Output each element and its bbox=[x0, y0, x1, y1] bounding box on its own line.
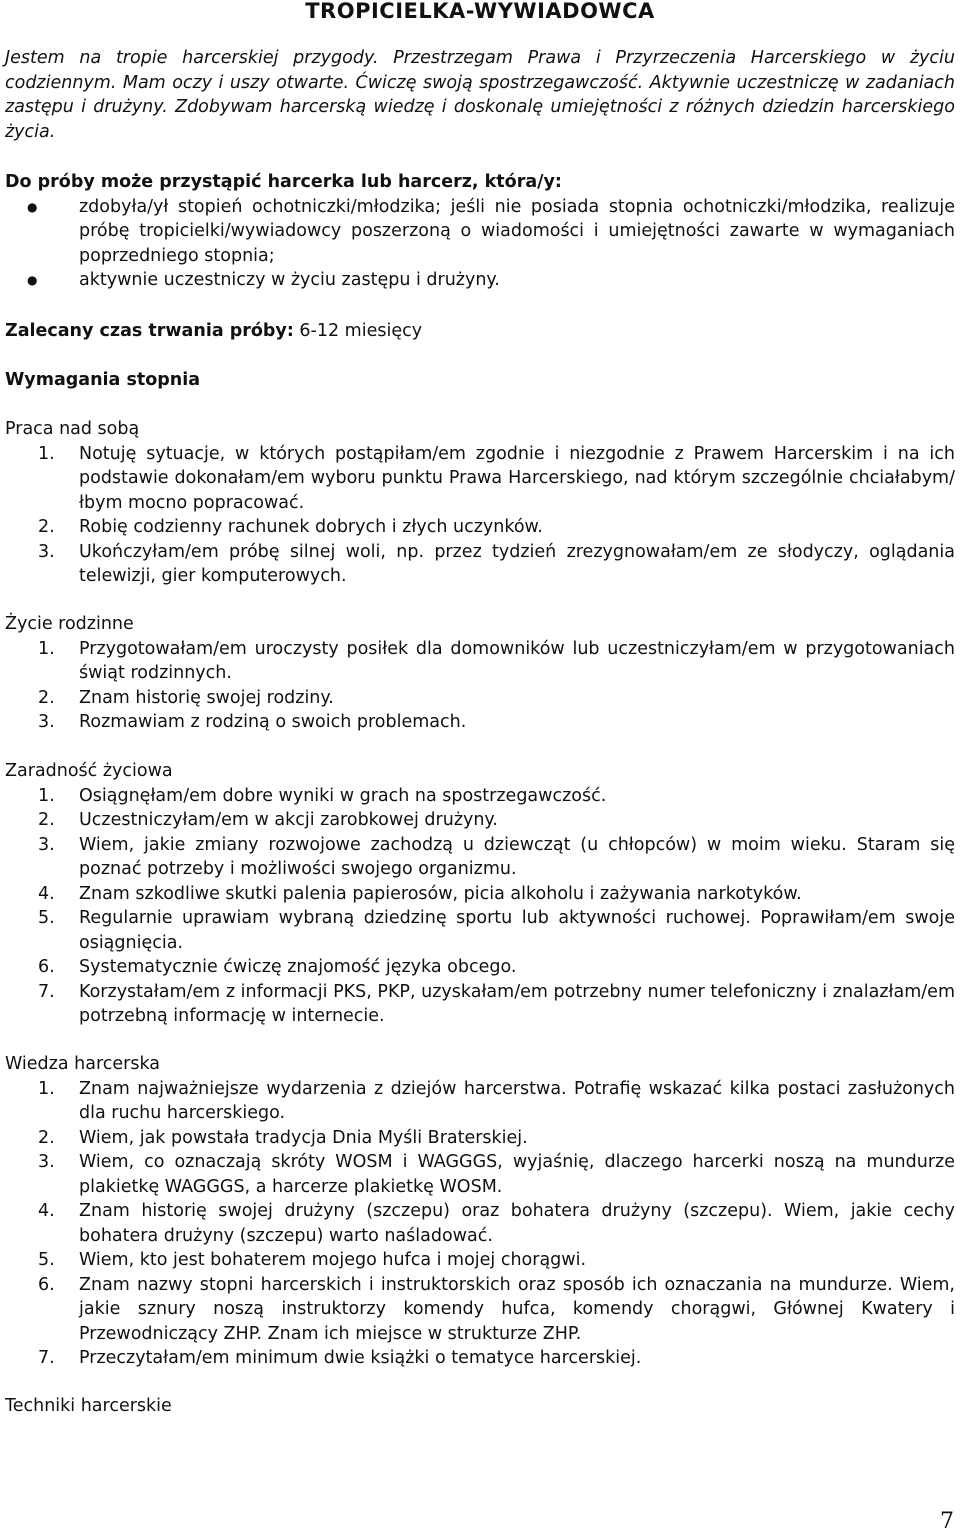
item-number: 2. bbox=[38, 687, 55, 708]
item-text: Znam najważniejsze wydarzenia z dziejów harcerstwa. Potrafię wskazać kilka postaci zasłużonych dla ruchu harcerskiego. bbox=[79, 1078, 955, 1123]
item-text: Osiągnęłam/em dobre wyniki w grach na spostrzegawczość. bbox=[79, 785, 607, 806]
item-number: 3. bbox=[38, 1152, 55, 1172]
item-number: 4. bbox=[38, 1201, 55, 1221]
duration-line bbox=[5, 319, 955, 344]
section-praca-nad-soba bbox=[5, 417, 955, 589]
item-text: Wiem, kto jest bohaterem mojego hufca i mojej chorągwi. bbox=[79, 1250, 587, 1270]
list-item bbox=[5, 1077, 955, 1126]
item-number: 6. bbox=[38, 957, 55, 977]
list-item bbox=[5, 1346, 955, 1371]
item-number: 3. bbox=[38, 712, 55, 732]
bullet-icon: ● bbox=[27, 199, 38, 214]
section-list bbox=[5, 442, 955, 589]
item-text: Korzystałam/em z informacji PKS, PKP, uzyskałam/em potrzebny numer telefoniczny i znalazłam/em potrzebną informację w internecie. bbox=[79, 981, 955, 1026]
list-item bbox=[5, 195, 955, 269]
item-number: 5. bbox=[38, 908, 55, 928]
list-item bbox=[5, 540, 955, 589]
list-item bbox=[5, 808, 955, 833]
item-number: 3. bbox=[38, 541, 55, 562]
item-number: 1. bbox=[38, 443, 55, 464]
item-number: 3. bbox=[38, 834, 55, 855]
eligibility-list bbox=[5, 195, 955, 293]
eligibility-heading: Do próby może przystąpić harcerka lub harcerz, która/y: bbox=[5, 172, 562, 192]
section-wiedza-harcerska bbox=[5, 1052, 955, 1371]
list-item bbox=[5, 1199, 955, 1248]
list-item bbox=[5, 515, 955, 540]
item-text: Znam szkodliwe skutki palenia papierosów, picia alkoholu i zażywania narkotyków. bbox=[79, 883, 802, 904]
list-item bbox=[5, 833, 955, 882]
section-title: Techniki harcerskie bbox=[5, 1396, 172, 1416]
duration-value: 6-12 miesięcy bbox=[293, 321, 423, 341]
item-number: 1. bbox=[38, 638, 55, 659]
item-text: Znam historię swojej drużyny (szczepu) oraz bohatera drużyny (szczepu). Wiem, jakie cechy bohatera drużyny (szczepu) warto naśladować. bbox=[79, 1201, 955, 1246]
section-zaradnosc-zyciowa bbox=[5, 759, 955, 1029]
section-list bbox=[5, 637, 955, 735]
list-item bbox=[5, 955, 955, 980]
item-number: 4. bbox=[38, 883, 55, 904]
section-title: Zaradność życiowa bbox=[5, 761, 173, 781]
list-item-text: aktywnie uczestniczy w życiu zastępu i drużyny. bbox=[79, 270, 500, 290]
list-item bbox=[5, 784, 955, 809]
item-text: Uczestniczyłam/em w akcji zarobkowej drużyny. bbox=[79, 810, 498, 830]
duration-label: Zalecany czas trwania próby: bbox=[5, 321, 294, 341]
item-text: Wiem, jak powstała tradycja Dnia Myśli Braterskiej. bbox=[79, 1127, 528, 1148]
item-number: 2. bbox=[38, 810, 55, 830]
list-item bbox=[5, 1248, 955, 1273]
list-item bbox=[5, 1273, 955, 1347]
section-title: Wiedza harcerska bbox=[5, 1054, 161, 1074]
item-text: Robię codzienny rachunek dobrych i złych uczynków. bbox=[79, 517, 543, 537]
item-text: Systematycznie ćwiczę znajomość języka obcego. bbox=[79, 957, 517, 977]
item-text: Wiem, co oznaczają skróty WOSM i WAGGGS, wyjaśnię, dlaczego harcerki noszą na mundurze plakietkę WAGGGS, a harcerze plakietkę WOSM. bbox=[79, 1152, 955, 1197]
item-number: 1. bbox=[38, 785, 55, 806]
item-number: 7. bbox=[38, 981, 55, 1002]
section-zycie-rodzinne bbox=[5, 612, 955, 735]
section-techniki-harcerskie bbox=[5, 1394, 955, 1419]
page-number: 7 bbox=[940, 1509, 954, 1534]
list-item bbox=[5, 1150, 955, 1199]
list-item bbox=[5, 906, 955, 955]
section-list bbox=[5, 784, 955, 1029]
item-number: 6. bbox=[38, 1274, 55, 1295]
item-text: Ukończyłam/em próbę silnej woli, np. przez tydzień zrezygnowałam/em ze słodyczy, oglądania telewizji, gier komputerowych. bbox=[79, 541, 955, 586]
item-number: 1. bbox=[38, 1078, 55, 1099]
list-item bbox=[5, 1126, 955, 1151]
section-list bbox=[5, 1077, 955, 1371]
list-item bbox=[5, 710, 955, 735]
item-text: Znam historię swojej rodziny. bbox=[79, 687, 334, 708]
list-item bbox=[5, 637, 955, 686]
item-text: Wiem, jakie zmiany rozwojowe zachodzą u dziewcząt (u chłopców) w moim wieku. Staram się poznać potrzeby i możliwości swojego organizmu. bbox=[79, 834, 955, 879]
intro-paragraph: Jestem na tropie harcerskiej przygody. Przestrzegam Prawa i Przyrzeczenia Harcerskiego w życiu codziennym. Mam oczy i uszy otwarte. Ćwiczę swoją spostrzegawczość. Aktywnie uczestniczę w zadaniach zastępu i drużyny. Zdobywam harcerską wiedzę i doskonalę umiejętności z różnych dziedzin harcerskiego życia. bbox=[5, 48, 955, 142]
item-text: Regularnie uprawiam wybraną dziedzinę sportu lub aktywności ruchowej. Poprawiłam/em swoje osiągnięcia. bbox=[79, 908, 955, 953]
item-text: Przygotowałam/em uroczysty posiłek dla domowników lub uczestniczyłam/em w przygotowaniach świąt rodzinnych. bbox=[79, 638, 955, 683]
section-title: Praca nad sobą bbox=[5, 419, 140, 439]
item-text: Znam nazwy stopni harcerskich i instruktorskich oraz sposób ich oznaczania na mundurze. Wiem, jakie sznury noszą instruktorzy komendy hufca, komendy chorągwi, Głównej Kwatery i Przewodniczący ZHP. Znam ich miejsce w strukturze ZHP. bbox=[79, 1274, 955, 1344]
list-item bbox=[5, 882, 955, 907]
list-item-text: zdobyła/ył stopień ochotniczki/młodzika; jeśli nie posiada stopnia ochotniczki/młodzika, realizuje próbę tropicielki/wywiadowcy poszerzoną o wiadomości i umiejętności zawarte w wymaganiach poprzedniego stopnia; bbox=[79, 196, 955, 266]
eligibility-section bbox=[5, 170, 955, 293]
list-item bbox=[5, 442, 955, 516]
requirements-heading: Wymagania stopnia bbox=[5, 370, 201, 390]
document-title: TROPICIELKA-WYWIADOWCA bbox=[305, 0, 655, 23]
item-number: 7. bbox=[38, 1348, 55, 1368]
list-item bbox=[5, 686, 955, 711]
list-item bbox=[5, 980, 955, 1029]
section-title: Życie rodzinne bbox=[5, 614, 134, 634]
item-text: Rozmawiam z rodziną o swoich problemach. bbox=[79, 712, 467, 732]
list-item bbox=[5, 268, 955, 293]
item-text: Notuję sytuacje, w których postąpiłam/em zgodnie i niezgodnie z Prawem Harcerskim i na ich podstawie dokonałam/em wyboru punktu Prawa Harcerskiego, nad którym szczególnie chciałabym/łbym mocno popracować. bbox=[79, 443, 955, 513]
item-number: 5. bbox=[38, 1250, 55, 1270]
item-number: 2. bbox=[38, 517, 55, 537]
item-text: Przeczytałam/em minimum dwie książki o tematyce harcerskiej. bbox=[79, 1348, 642, 1368]
bullet-icon: ● bbox=[27, 273, 38, 287]
item-number: 2. bbox=[38, 1127, 55, 1148]
